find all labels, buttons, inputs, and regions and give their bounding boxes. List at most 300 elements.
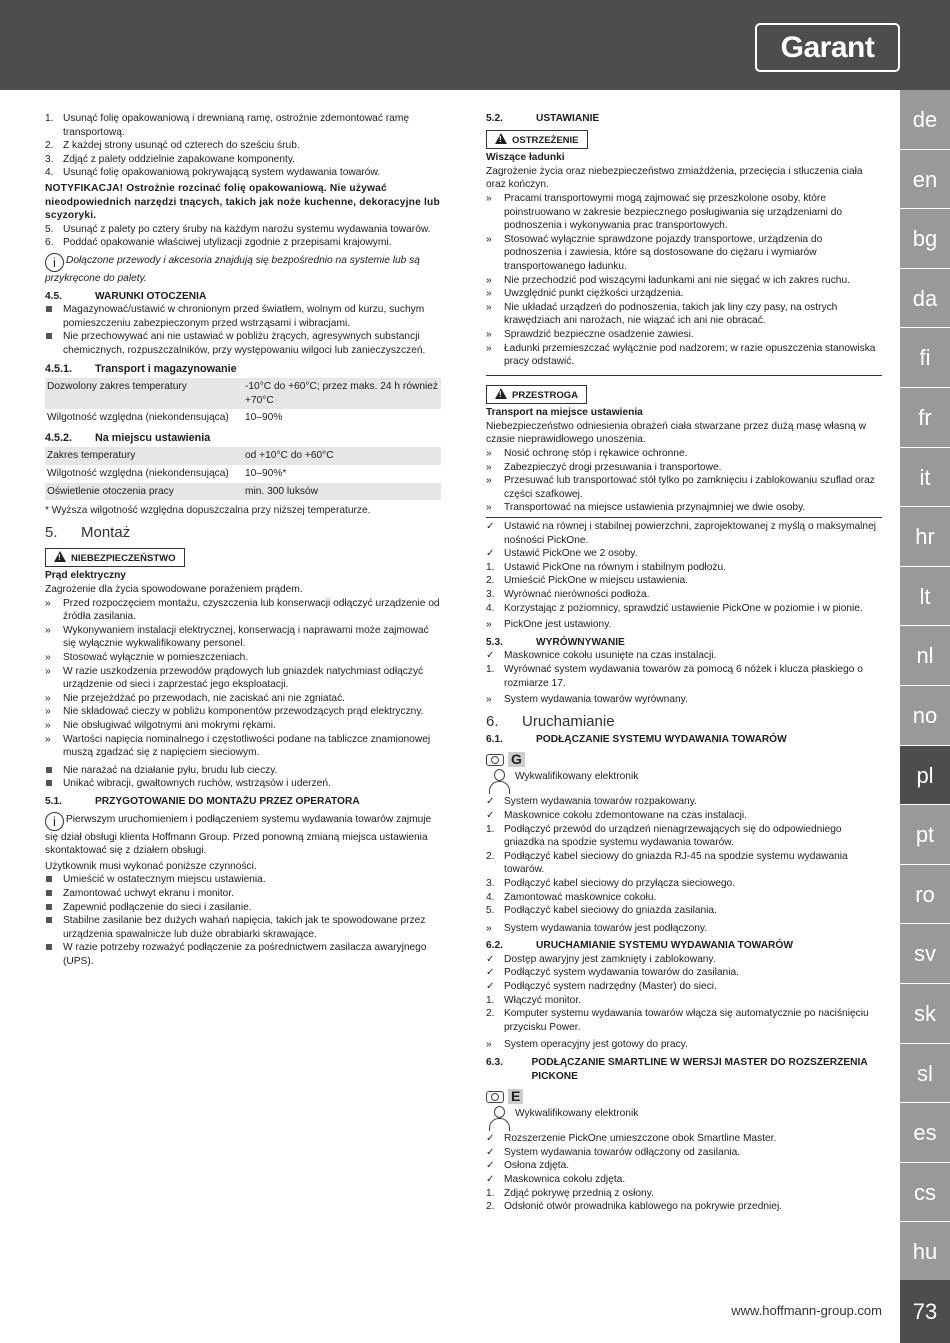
- result-item-text: System operacyjny jest gotowy do pracy.: [504, 1039, 688, 1051]
- step-number: 3.: [486, 589, 495, 600]
- result-item-text: PickOne jest ustawiony.: [504, 619, 612, 631]
- step-text: Podłączyć kabel sieciowy do gniazda RJ-45 na spodzie systemu wydawania towarów.: [504, 850, 848, 876]
- table-cell-value: 10–90%*: [245, 468, 287, 480]
- list-marker: »: [486, 502, 492, 514]
- language-tab-it[interactable]: it: [900, 448, 950, 508]
- notice-text: NOTYFIKACJA! Ostrożnie rozcinać folię opakowaniową. Nie używać nieodpowiednich narzędzi tnących, takich jak noże kuchenne, dekoracyjne lub scyzoryki.: [45, 182, 440, 222]
- list-item-text: Wykonywaniem instalacji elektrycznej, konserwacją i naprawami może zajmować się wyłącznie wykwalifikowany personel.: [63, 624, 429, 650]
- list-item: [486, 501, 882, 515]
- conditions-table-site: [45, 447, 441, 500]
- list-item: [45, 692, 441, 706]
- list-marker: [45, 914, 63, 928]
- list-item-text: Nosić ochronę stóp i rękawice ochronne.: [504, 448, 688, 460]
- check-item-text: System wydawania towarów odłączony od zasilania.: [504, 1146, 741, 1158]
- table-cell-label: Wilgotność względna (niekondensująca): [47, 412, 229, 424]
- language-tab-hr[interactable]: hr: [900, 507, 950, 567]
- table-row: [45, 409, 441, 427]
- check-item: [486, 980, 882, 994]
- info-note-2-text: Pierwszym uruchomieniem i podłączeniem systemu wydawania towarów zajmuje się dział obsługi klienta Hoffmann Group. Przed ponowną zmianą miejsca ustawienia skontaktować się z działem obsługi.: [45, 813, 432, 857]
- step-text: Z każdej strony usunąć od czterech do sześciu śrub.: [63, 140, 300, 152]
- list-item-text: Nie przejeżdżać po przewodach, nie zaciskać ani nie zgniatać.: [63, 692, 346, 704]
- table-cell-value: 10–90%: [245, 412, 283, 424]
- check-item-text: Maskownice cokołu zdemontowane na czas instalacji.: [504, 809, 747, 821]
- section-5-2-number: 5.2.: [486, 113, 503, 124]
- section-4-5-1: [45, 363, 441, 377]
- section-6-2-title: URUCHAMIANIE SYSTEMU WYDAWANIA TOWARÓW: [536, 940, 793, 952]
- square-item-text: Unikać wibracji, gwałtownych ruchów, wstrząsów i uderzeń.: [63, 778, 331, 790]
- section-4-5-title: WARUNKI OTOCZENIA: [95, 290, 207, 302]
- square-item: [45, 914, 441, 941]
- check-item: [486, 809, 882, 823]
- step-number: 1.: [486, 994, 495, 1006]
- step-text: Wyrównać system wydawania towarów za pomocą 6 nóżek i klucza płaskiego o rozmiarze 17.: [504, 663, 863, 689]
- list-marker: ✓: [486, 650, 495, 662]
- section-4-5-1-title: Transport i magazynowanie: [95, 362, 237, 375]
- qualification-text: Wykwalifikowany elektronik: [515, 1108, 639, 1120]
- square-item-text: Zapewnić podłączenie do sieci i zasilanie.: [63, 901, 252, 913]
- list-marker: »: [486, 475, 492, 487]
- language-tab-sk[interactable]: sk: [900, 984, 950, 1044]
- list-marker: »: [486, 1039, 492, 1051]
- list-marker: [45, 764, 63, 778]
- numbered-step: [45, 112, 441, 139]
- check-item: [486, 1173, 882, 1187]
- numbered-step: [486, 1007, 882, 1034]
- qualification: [486, 769, 882, 795]
- section-5-1-number: 5.1.: [45, 795, 62, 807]
- list-marker: ✓: [486, 1146, 495, 1158]
- section-5-3: [486, 636, 882, 650]
- table-cell-label: Wilgotność względna (niekondensująca): [47, 468, 229, 480]
- check-item: [486, 1132, 882, 1146]
- step-text: Zdjąć z palety oddzielnie zapakowane komponenty.: [63, 153, 295, 165]
- list-marker: ✓: [486, 1160, 495, 1172]
- numbered-step: [486, 994, 882, 1008]
- list-marker: »: [45, 597, 51, 609]
- step-number: 2.: [486, 850, 495, 862]
- language-tab-da[interactable]: da: [900, 269, 950, 329]
- table-cell-value: -10°C do +60°C; przez maks. 24 h również +70°C: [243, 378, 441, 409]
- section-5-2-title: USTAWIANIE: [536, 113, 600, 124]
- numbered-step: [486, 850, 882, 877]
- numbered-step: [486, 663, 882, 690]
- list-marker: [45, 330, 63, 344]
- section-4-5-2-title: Na miejscu ustawienia: [95, 431, 211, 444]
- check-item-text: Osłona zdjęta.: [504, 1160, 570, 1172]
- section-5-title: Montaż: [81, 523, 131, 541]
- square-item: [45, 887, 441, 901]
- list-item-text: Nie układać urządzeń do podnoszenia, takich jak liny czy pasy, na ostrych krawędziach ani narożach, nie wiązać ich ani nie obracać.: [504, 301, 838, 327]
- table-row: [45, 483, 441, 501]
- language-tab-ro[interactable]: ro: [900, 865, 950, 925]
- footnote: * Wyższa wilgotność względna dopuszczalna przy niższej temperaturze.: [45, 505, 371, 517]
- garant-logo: Garant: [755, 23, 900, 72]
- numbered-step: [45, 153, 441, 167]
- danger-warning-text: Zagrożenie dla życia spowodowane porażeniem prądem.: [45, 584, 303, 596]
- list-item-text: Stosować wyłącznie sprawdzone pojazdy transportowe, urządzenia do podnoszenia i zawiesia, które są dostosowane do ciężaru i wymiarów transportowanego ładunku.: [504, 233, 823, 272]
- result-item: [486, 922, 882, 936]
- list-item: [45, 651, 441, 665]
- square-item-text: Umieścić w ostatecznym miejscu ustawienia.: [63, 874, 266, 886]
- table-cell-value: min. 300 luksów: [243, 483, 441, 501]
- info-icon: i: [45, 253, 64, 272]
- language-tab-es[interactable]: es: [900, 1103, 950, 1163]
- list-marker: ✓: [486, 548, 495, 560]
- list-item: [486, 447, 882, 461]
- step-text: Wyrównać nierówności podłoża.: [504, 589, 650, 600]
- section-5-number: 5.: [45, 523, 58, 541]
- list-item: [45, 705, 441, 719]
- list-item-text: Nie obsługiwać wilgotnymi ani mokrymi rękami.: [63, 719, 276, 731]
- section-4-5-number: 4.5.: [45, 290, 62, 302]
- list-item-text: Ładunki przemieszczać wyłącznie pod nadzorem; w razie opuszczenia stanowiska pracy odstawić.: [504, 342, 876, 368]
- list-marker: »: [486, 328, 492, 340]
- info-note-1: [45, 253, 441, 286]
- caution-box-label-box: [486, 385, 587, 405]
- list-item-text: Przed rozpoczęciem montażu, czyszczenia lub konserwacji odłączyć urządzenie od źródła zasilania.: [63, 597, 440, 623]
- language-tab-no[interactable]: no: [900, 686, 950, 746]
- list-marker: »: [486, 619, 492, 631]
- step-text: Poddać opakowanie właściwej utylizacji zgodnie z przepisami krajowymi.: [63, 237, 392, 249]
- step-text: Usunąć folię opakowaniową i drewnianą ramę, ostrożnie zdemontować ramę transportową.: [63, 113, 409, 138]
- check-item: [486, 520, 882, 547]
- section-6-1: [486, 733, 882, 747]
- list-marker: ✓: [486, 953, 495, 965]
- check-item-text: Maskownice cokołu usunięte na czas instalacji.: [504, 650, 717, 662]
- list-marker: »: [486, 461, 492, 473]
- table-cell-label: Dozwolony zakres temperatury: [45, 378, 243, 409]
- list-marker: ✓: [486, 796, 495, 808]
- table-cell-value: od +10°C do +60°C: [243, 447, 441, 465]
- step-number: 1.: [45, 113, 54, 124]
- list-marker: ✓: [486, 1174, 495, 1185]
- square-item-text: Magazynować/ustawić w chronionym przed światłem, wolnym od kurzu, suchym pomieszczeniu zabezpieczonym przed wstrząsami i wibracjami.: [63, 304, 425, 329]
- list-marker: [45, 941, 63, 955]
- list-marker: »: [45, 719, 51, 731]
- section-6-2-number: 6.2.: [486, 940, 503, 952]
- list-marker: »: [486, 694, 492, 706]
- section-6-number: 6.: [486, 712, 499, 730]
- step-number: 4.: [486, 602, 495, 614]
- square-item: [45, 941, 441, 968]
- info-note-2: [45, 812, 441, 858]
- numbered-step: [45, 236, 441, 250]
- section-5-2: [486, 112, 882, 126]
- list-item-text: Pracami transportowymi mogą zajmować się przeszkolone osoby, które poinstruowano w zakresie bezpiecznego posługiwania się urządzeniami do podnoszenia i wykonywania prac transportowych.: [504, 192, 843, 232]
- language-tab-pt[interactable]: pt: [900, 805, 950, 865]
- language-tab-nl[interactable]: nl: [900, 626, 950, 686]
- square-item-text: W razie potrzeby rozważyć podłączenie za pośrednictwem zasilacza awaryjnego (UPS).: [63, 942, 427, 967]
- check-item: [486, 1159, 882, 1173]
- warning-box-label-box: [486, 130, 588, 150]
- list-marker: »: [486, 288, 492, 300]
- language-sidebar: [900, 90, 950, 1343]
- check-item-text: Podłączyć system wydawania towarów do zasilania.: [504, 967, 739, 979]
- step-number: 5.: [486, 905, 495, 917]
- numbered-step: [486, 574, 882, 588]
- numbered-step: [486, 1200, 882, 1214]
- language-tab-bg[interactable]: bg: [900, 209, 950, 269]
- info-note-1-text: Dołączone przewody i akcesoria znajdują się bezpośrednio na systemie lub są przykręcone do palety.: [45, 254, 420, 284]
- numbered-step: [486, 891, 882, 905]
- list-marker: ✓: [486, 809, 495, 821]
- caution-box-text: Niebezpieczeństwo odniesienia obrażeń ciała stwarzane przez dużą masę własną w czasie nieprawidłowego unoszenia.: [486, 420, 866, 446]
- language-tab-de[interactable]: de: [900, 90, 950, 150]
- list-item-text: Wartości napięcia nominalnego i częstotliwości podane na tabliczce znamionowej muszą zgadzać się z napięciem sieciowym.: [63, 733, 431, 759]
- qualification-text: Wykwalifikowany elektronik: [515, 771, 639, 783]
- result-item-text: System wydawania towarów wyrównany.: [504, 694, 688, 706]
- section-4-5-1-number: 4.5.1.: [45, 362, 73, 375]
- section-6-3: [486, 1056, 882, 1083]
- check-item: [486, 649, 882, 663]
- list-marker: [45, 303, 63, 317]
- check-item-text: Dostęp awaryjny jest zamknięty i zablokowany.: [504, 953, 716, 965]
- language-tab-hu[interactable]: hu: [900, 1222, 950, 1282]
- list-marker: »: [45, 652, 51, 663]
- list-item: [486, 474, 882, 501]
- check-item-text: Rozszerzenie PickOne umieszczone obok Smartline Master.: [504, 1133, 777, 1145]
- warning-triangle-icon: [495, 388, 507, 399]
- page-number: 73: [900, 1280, 950, 1343]
- square-item: [45, 764, 441, 778]
- result-item-text: System wydawania towarów jest podłączony.: [504, 922, 708, 934]
- list-marker: »: [486, 192, 492, 204]
- list-item-text: Nie składować cieczy w pobliżu komponentów przewodzących prąd elektryczny.: [63, 706, 424, 718]
- check-item-text: Podłączyć system nadrzędny (Master) do sieci.: [504, 981, 717, 993]
- step-number: 2.: [486, 1201, 495, 1213]
- section-6-3-title: PODŁĄCZANIE SMARTLINE W WERSJI MASTER DO ROZSZERZENIA PICKONE: [531, 1057, 868, 1082]
- language-tab-sl[interactable]: sl: [900, 1044, 950, 1104]
- step-text: Umieścić PickOne w miejscu ustawienia.: [504, 575, 688, 587]
- numbered-step: [486, 904, 882, 918]
- language-tab-en[interactable]: en: [900, 150, 950, 210]
- square-item-text: Nie narażać na działanie pyłu, brudu lub cieczy.: [63, 764, 278, 776]
- list-item-text: Sprawdzić bezpieczne osadzenie zawiesi.: [504, 328, 694, 340]
- list-item: [45, 597, 441, 624]
- square-item: [45, 777, 441, 791]
- numbered-step: [486, 823, 882, 850]
- list-item-text: Stosować wyłącznie w pomieszczeniach.: [63, 652, 249, 663]
- numbered-step: [45, 139, 441, 153]
- numbered-step: [486, 1187, 882, 1201]
- check-item: [486, 966, 882, 980]
- list-marker: »: [486, 448, 492, 460]
- language-tab-cs[interactable]: cs: [900, 1163, 950, 1223]
- check-item: [486, 1146, 882, 1160]
- warning-triangle-icon: [54, 551, 66, 562]
- step-text: Włączyć monitor.: [504, 994, 581, 1006]
- step-number: 4.: [486, 891, 495, 903]
- numbered-step: [45, 223, 441, 237]
- list-item: [486, 301, 882, 328]
- person-icon: [486, 769, 512, 795]
- list-marker: [45, 873, 63, 887]
- list-marker: »: [45, 624, 51, 636]
- square-item: [45, 901, 441, 915]
- warning-box-text: Zagrożenie życia oraz niebezpieczeństwo zmiażdżenia, przecięcia i stłuczenia ciała oraz kończyn.: [486, 165, 863, 191]
- list-marker: »: [486, 274, 492, 286]
- language-tab-sv[interactable]: sv: [900, 924, 950, 984]
- step-number: 2.: [45, 140, 54, 152]
- table-cell-label: Oświetlenie otoczenia pracy: [45, 483, 243, 501]
- list-marker: ✓: [486, 521, 495, 533]
- step-text: Podłączyć przewód do urządzeń nienagrzewających się do odpowiedniego gniazdka na spodzie systemu wydawania towarów.: [504, 823, 842, 849]
- step-number: 5.: [45, 223, 54, 235]
- step-number: 3.: [486, 877, 495, 889]
- section-5-heading: [45, 522, 441, 544]
- check-item-text: Ustawić na równej i stabilnej powierzchni, zaprojektowanej z myślą o maksymalnej nośności PickOne.: [504, 521, 876, 546]
- language-tab-fi[interactable]: fi: [900, 328, 950, 388]
- table-row: [45, 378, 441, 409]
- section-6-3-number: 6.3.: [486, 1057, 503, 1069]
- check-item-text: Maskownica cokołu zdjęta.: [504, 1174, 626, 1185]
- camera-icon: [486, 1091, 504, 1103]
- check-item-text: System wydawania towarów rozpakowany.: [504, 796, 697, 808]
- numbered-step: [486, 588, 882, 602]
- person-icon: [486, 1106, 512, 1132]
- result-item: [486, 1038, 882, 1052]
- section-5-1: [45, 795, 441, 809]
- list-item-text: Nie przechodzić pod wiszącymi ładunkami ani nie sięgać w ich zakres ruchu.: [504, 274, 850, 286]
- square-item: [45, 873, 441, 887]
- table-row: [45, 465, 441, 483]
- list-marker: [45, 901, 63, 915]
- section-6-1-title: PODŁĄCZANIE SYSTEMU WYDAWANIA TOWARÓW: [536, 733, 787, 745]
- list-marker: »: [45, 692, 51, 704]
- caution-box-title: Transport na miejsce ustawienia: [486, 407, 643, 419]
- step-number: 1.: [486, 823, 495, 835]
- numbered-step: [45, 166, 441, 180]
- step-text: Komputer systemu wydawania towarów włącza się automatycznie po naciśnięciu przycisku Power.: [504, 1008, 869, 1033]
- square-item: [45, 330, 441, 357]
- list-marker: »: [486, 301, 492, 313]
- section-5-3-number: 5.3.: [486, 636, 503, 648]
- section-6-title: Uruchamianie: [522, 712, 615, 730]
- list-item-text: Transportować na miejsce ustawienia przynajmniej we dwie osoby.: [504, 502, 806, 514]
- list-item: [45, 733, 441, 760]
- result-item: [486, 618, 882, 632]
- check-item-text: Ustawić PickOne we 2 osoby.: [504, 548, 638, 560]
- section-5-3-title: WYRÓWNYWANIE: [536, 636, 625, 648]
- result-item: [486, 693, 882, 707]
- left-column: [45, 112, 441, 968]
- conditions-table-transport: [45, 378, 441, 427]
- step-number: 1.: [486, 561, 495, 573]
- step-text: Usunąć folię opakowaniową pokrywającą system wydawania towarów.: [63, 167, 381, 179]
- divider: [486, 517, 882, 518]
- list-item: [45, 719, 441, 733]
- list-item: [486, 233, 882, 274]
- section-6-2: [486, 939, 882, 953]
- section-5-1-title: PRZYGOTOWANIE DO MONTAŻU PRZEZ OPERATORA: [95, 795, 360, 807]
- list-item: [486, 461, 882, 475]
- check-item: [486, 795, 882, 809]
- list-marker: [45, 777, 63, 791]
- list-marker: »: [45, 733, 51, 745]
- right-column: [486, 112, 882, 1214]
- danger-warning-label-box: [45, 548, 185, 568]
- list-marker: ✓: [486, 967, 495, 979]
- step-number: 1.: [486, 663, 495, 675]
- requirement-icons: [486, 752, 882, 767]
- step-text: Zamontować maskownice cokołu.: [504, 891, 657, 903]
- section-4-5-2-number: 4.5.2.: [45, 431, 73, 444]
- footer-url[interactable]: www.hoffmann-group.com: [731, 1303, 882, 1318]
- warning-triangle-icon: [495, 133, 507, 144]
- requirement-icons: [486, 1089, 882, 1104]
- table-cell-label: Zakres temperatury: [45, 447, 243, 465]
- list-marker: ✓: [486, 981, 495, 993]
- list-item: [486, 274, 882, 288]
- step-number: 2.: [486, 575, 495, 587]
- check-item: [486, 547, 882, 561]
- danger-warning-label: NIEBEZPIECZEŃSTWO: [71, 552, 176, 564]
- numbered-step: [486, 561, 882, 575]
- step-number: 6.: [45, 237, 54, 249]
- info-icon: i: [45, 812, 64, 831]
- view-letter: E: [508, 1089, 523, 1104]
- language-tab-lt[interactable]: lt: [900, 567, 950, 627]
- step-number: 4.: [45, 167, 54, 179]
- section-6-1-number: 6.1.: [486, 733, 503, 745]
- top-bar: [0, 0, 950, 90]
- step-number: 3.: [45, 153, 54, 165]
- list-item: [45, 624, 441, 651]
- user-text: Użytkownik musi wykonać poniższe czynności.: [45, 860, 257, 872]
- numbered-step: [486, 602, 882, 616]
- language-tab-pl[interactable]: pl: [900, 746, 950, 806]
- list-item: [486, 342, 882, 369]
- step-text: Podłączyć kabel sieciowy do przyłącza sieciowego.: [504, 877, 736, 889]
- step-number: 2.: [486, 1008, 495, 1020]
- list-marker: ✓: [486, 1133, 495, 1145]
- list-item: [45, 665, 441, 692]
- square-item: [45, 303, 441, 330]
- section-6-heading: [486, 711, 882, 733]
- view-letter: G: [508, 752, 525, 767]
- step-text: Podłączyć kabel sieciowy do gniazda zasilania.: [504, 905, 717, 917]
- square-item-text: Stabilne zasilanie bez dużych wahań napięcia, takich jak te spowodowane przez urządzenia spawalnicze lub duże obrabiarki skrawające.: [63, 915, 426, 940]
- step-text: Zdjąć pokrywę przednią z osłony.: [504, 1187, 654, 1199]
- list-marker: [45, 887, 63, 901]
- list-marker: »: [45, 706, 51, 718]
- list-item: [486, 287, 882, 301]
- step-text: Odsłonić otwór prowadnika kablowego na pokrywie przedniej.: [504, 1201, 783, 1213]
- warning-box-label: OSTRZEŻENIE: [512, 134, 579, 146]
- section-4-5-2: [45, 432, 441, 446]
- list-item-text: Zabezpieczyć drogi przesuwania i transportowe.: [504, 461, 722, 473]
- step-text: Ustawić PickOne na równym i stabilnym podłożu.: [504, 561, 726, 573]
- list-item-text: Uwzględnić punkt ciężkości urządzenia.: [504, 288, 684, 300]
- table-row: [45, 447, 441, 465]
- list-marker: »: [45, 665, 51, 677]
- step-text: Korzystając z poziomnicy, sprawdzić ustawienie PickOne w poziomie i w pionie.: [504, 602, 863, 614]
- step-number: 1.: [486, 1187, 495, 1199]
- caution-box-label: PRZESTROGA: [512, 389, 578, 401]
- list-marker: »: [486, 233, 492, 245]
- danger-warning-title: Prąd elektryczny: [45, 570, 126, 582]
- camera-icon: [486, 754, 504, 766]
- list-marker: »: [486, 922, 492, 934]
- divider: [486, 375, 882, 376]
- section-4-5: [45, 290, 441, 304]
- list-marker: »: [486, 342, 492, 354]
- language-tab-fr[interactable]: fr: [900, 388, 950, 448]
- warning-box-title: Wiszące ładunki: [486, 152, 565, 164]
- step-text: Usunąć z palety po cztery śruby na każdym narożu systemu wydawania towarów.: [63, 223, 431, 235]
- list-item-text: Przesuwać lub transportować stół tylko po zamknięciu i zablokowaniu szuflad oraz części szafkowej.: [504, 475, 875, 500]
- list-item: [486, 192, 882, 233]
